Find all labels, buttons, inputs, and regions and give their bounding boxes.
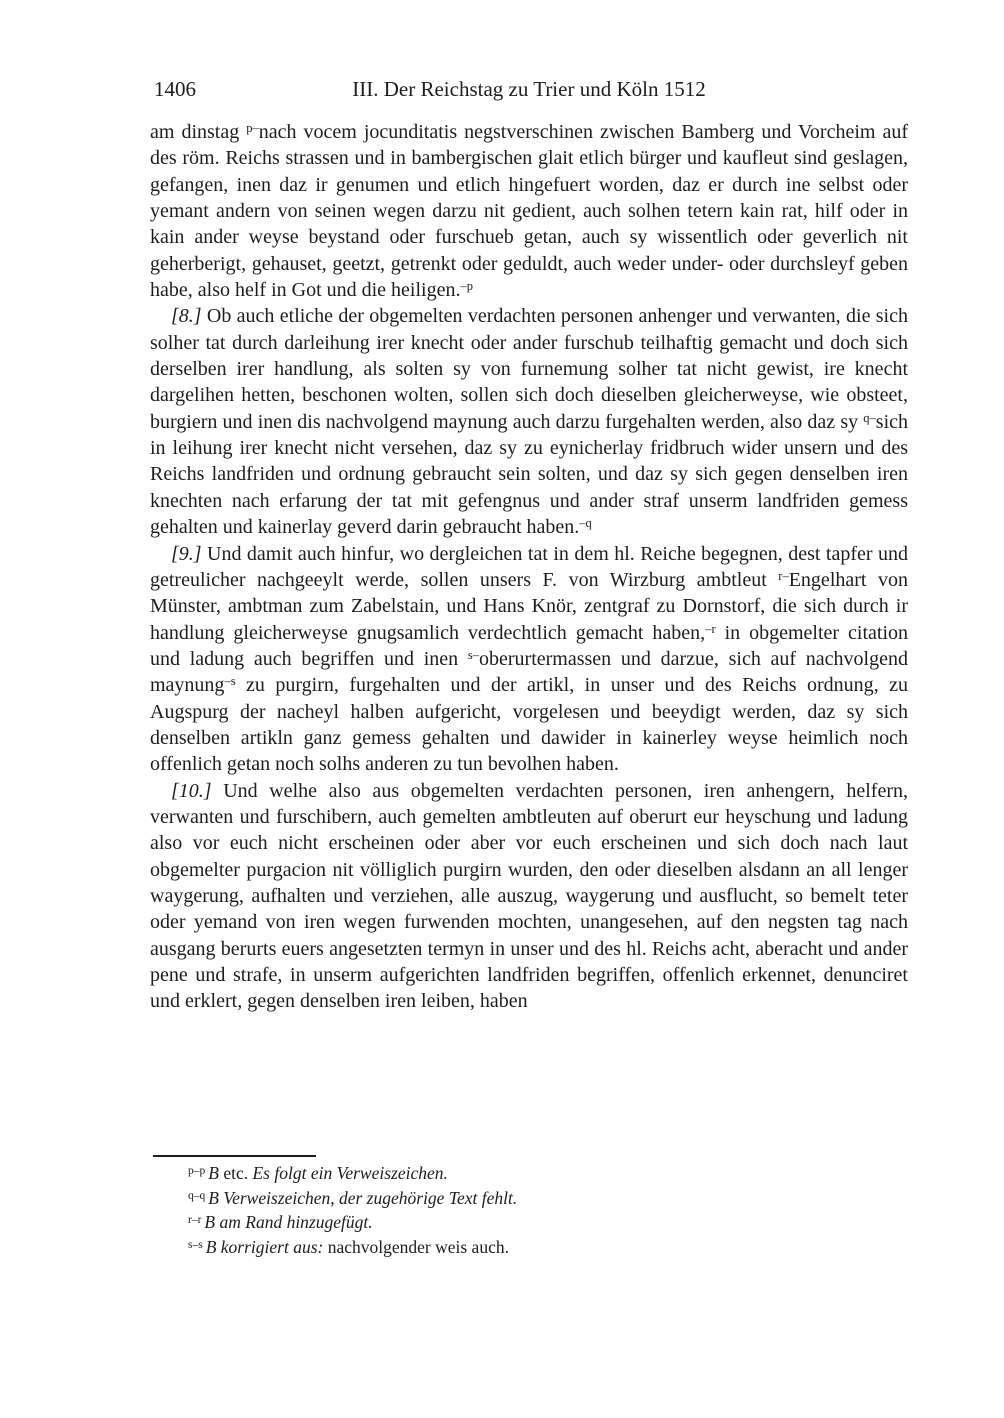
- footnote-marker: s–s: [188, 1238, 203, 1251]
- footnote-marker: q–q: [188, 1189, 206, 1202]
- text-run: etc.: [218, 1163, 253, 1183]
- italic-text: B am Rand hinzugefügt.: [204, 1212, 373, 1233]
- body-paragraph: [150, 119, 908, 303]
- text-run: am dinstag: [150, 121, 247, 143]
- body-paragraph: [150, 541, 908, 778]
- italic-text: B korrigiert aus:: [205, 1236, 324, 1257]
- text-run: nachvolgender weis auch.: [323, 1236, 509, 1257]
- footnote-reference: s–: [467, 647, 479, 662]
- footnote: [150, 1161, 908, 1186]
- footnote-reference: –q: [579, 516, 592, 531]
- text-run: oberurtermassen und darzue, sich auf nachvolgend maynung: [150, 647, 908, 697]
- body-text: [150, 119, 908, 1015]
- italic-text: Es folgt ein Verweiszeichen.: [252, 1163, 448, 1183]
- text-run: Ob auch etliche der obgemelten verdachten personen anhenger und verwanten, die sich solher tat durch darleihung irer knecht oder ander furschub teilhaftig gemacht und doch sich derselben irer handlung, als solten sy von furnemung solher tat nicht gewist, ire knecht dargelihen hetten, beschonen wolten, sollen sich doch dieselben gleicherweyse, wie obsteet, burgiern und inen dis nachvolgend maynung auch darzu furgehalten werden, also daz sy: [150, 305, 908, 433]
- italic-text: [10.]: [171, 779, 212, 802]
- footnote-reference: –r: [705, 621, 716, 636]
- footnote-reference: –p: [460, 279, 473, 294]
- text-run: Und damit auch hinfur, wo dergleichen tat in dem hl. Reiche begegnen, dest tapfer und getreulicher nachgeeylt werde, sollen unsers F. von Wirzburg ambtleut: [150, 542, 908, 591]
- footnote-separator: [153, 1155, 316, 1157]
- footnote: [150, 1210, 908, 1235]
- footnote-marker: r–r: [188, 1214, 202, 1227]
- footnote-reference: p–: [246, 121, 259, 135]
- italic-text: [9.]: [171, 542, 202, 565]
- body-paragraph: [150, 778, 908, 1015]
- page-header: [150, 76, 908, 102]
- text-run: in obgemelter citation und ladung auch begriffen und inen: [150, 621, 908, 670]
- italic-text: B Verweiszeichen, der zugehörige Text fehlt.: [208, 1187, 518, 1208]
- footnote-reference: q–: [863, 410, 876, 425]
- body-paragraph: [150, 303, 908, 540]
- running-title: III. Der Reichstag zu Trier und Köln 1512: [352, 77, 706, 101]
- text-run: nach vocem jocunditatis negstverschinen zwischen Bamberg und Vorcheim auf des röm. Reichs strassen und in bambergischen glait etlich bürger und kaufleut sind geslagen, gefangen, inen daz ir genumen und etlich hingefuert worden, daz er durch ine selbst oder yemant andern von seinen wegen darzu nit gedient, auch solhen tetern kain rat, hilf oder in kain ander weyse beystand oder furschueb getan, auch sy wissentlich oder geverlich nit geherberigt, gehauset, geetzt, getrenkt oder geduldt, auch weder under- oder durchsleyf geben habe, also helf in Got und die heiligen.: [150, 121, 908, 302]
- italic-text: [8.]: [171, 305, 202, 328]
- footnote: [150, 1186, 908, 1211]
- text-run: zu purgirn, furgehalten und der artikl, in unser und des Reichs ordnung, zu Augspurg der nacheyl halben aufgericht, vorgelesen und beeydigt werden, daz sy sich denselben artikln ganz gemess gehalten und dawider in kainerley weyse heimlich noch offenlich getan noch solhs anderen zu tun bevolhen haben.: [150, 674, 908, 776]
- footnote-reference: r–: [778, 568, 789, 583]
- footnote-reference: –s: [224, 674, 236, 689]
- footnote: [150, 1235, 908, 1260]
- text-run: sich in leihung irer knecht nicht versehen, daz sy zu eynicherlay fridbruch wider unsern und des Reichs landfriden und ordnung gebraucht sein solten, und daz sy sich gegen denselben iren knechten nach erfarung der tat mit gefengnus und ander straf unserm landfriden gemess gehalten und kainerlay geverd darin gebraucht haben.: [150, 410, 908, 539]
- page-number: 1406: [154, 77, 196, 101]
- footnote-marker: p–p: [188, 1165, 206, 1177]
- text-run: Engelhart von Münster, ambtman zum Zabelstain, und Hans Knör, zentgraf zu Dornstorf, die sich durch ir handlung gleicherweyse gnugsamlich verdechtlich gemacht haben,: [150, 568, 908, 644]
- italic-text: B: [208, 1163, 219, 1183]
- footnotes: [150, 1161, 908, 1259]
- text-run: Und welhe also aus obgemelten verdachten personen, iren anhengern, helfern, verwanten und furschibern, auch gemelten ambtleuten auf oberurt eur heyschung und ladung also vor euch nicht erscheinen oder aber vor euch erscheinen und sich doch nach laut obgemelter purgacion nit völliglich purgirn wurden, den oder dieselben alsdann an all lenger waygerung, aufhalten und verziehen, alle auszug, waygerung und ausflucht, so bemelt teter oder yemand von iren wegen furwenden mochten, unangesehen, auf den negsten tag nach ausgang berurts euers angesetzten termyn in unser und des hl. Reichs acht, aberacht und ander pene und strafe, in unserm aufgerichten landfriden begriffen, offenlich erkennet, denunciret und erklert, gegen denselben iren leiben, haben: [150, 779, 908, 1013]
